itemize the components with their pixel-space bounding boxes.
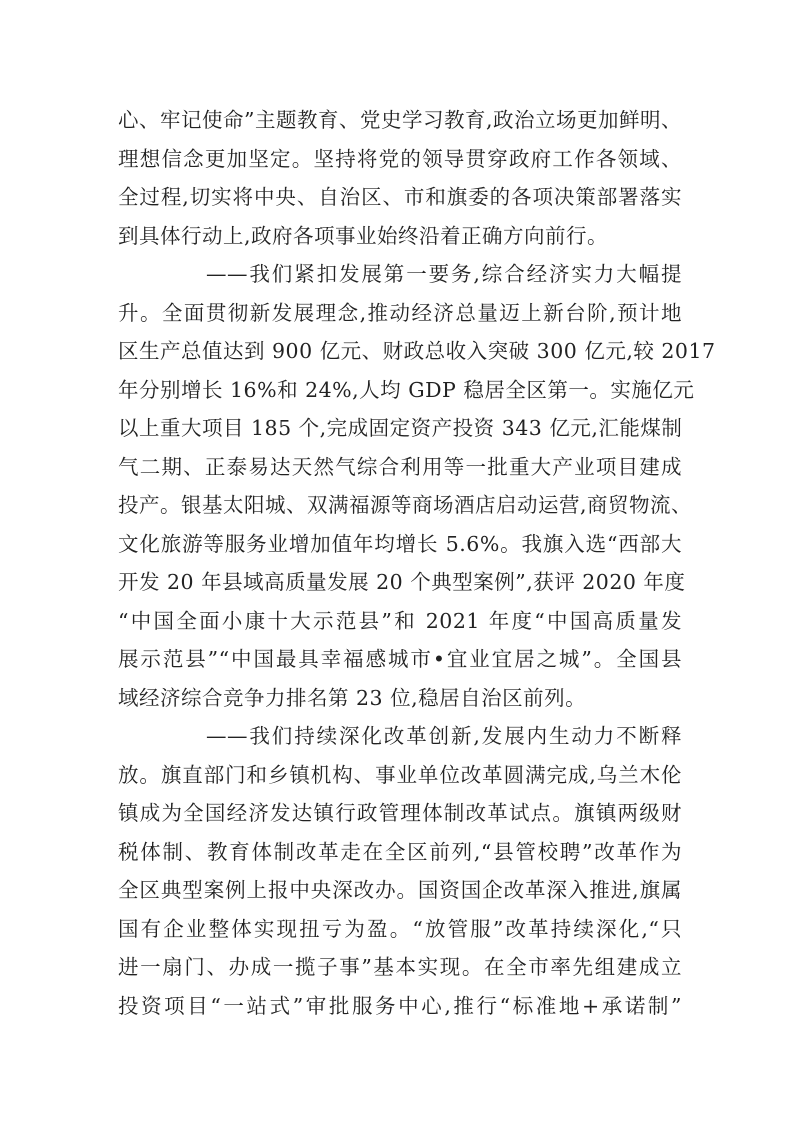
text-line: 年分别增长 16%和 24%,人均 GDP 稳居全区第一。实施亿元 [118,377,695,402]
document-body [118,101,716,1025]
text-line: “中国全面小康十大示范县”和 2021 年度“中国高质量发 [118,608,682,633]
text-line: 升。全面贯彻新发展理念,推动经济总量迈上新台阶,预计地 [118,300,682,325]
text-line: 进一扇门、办成一揽子事”基本实现。在全市率先组建成立 [118,955,682,979]
text-line: 税体制、教育体制改革走在全区前列,“县管校聘”改革作为 [118,839,682,864]
text-line: 投产。银基太阳城、双满福源等商场酒店启动运营,商贸物流、 [118,493,693,517]
text-line: 全过程,切实将中央、自治区、市和旗委的各项决策部署落实 [118,185,682,209]
paragraph-p2-economy [118,255,716,717]
text-line: 理想信念更加坚定。坚持将党的领导贯穿政府工作各领域、 [118,146,682,171]
text-line: ——我们紧扣发展第一要务,综合经济实力大幅提 [206,262,682,286]
text-line: 域经济综合竞争力排名第 23 位,稳居自治区前列。 [118,685,587,710]
text-line: 心、牢记使命”主题教育、党史学习教育,政治立场更加鲜明、 [118,108,682,132]
text-line: 文化旅游等服务业增加值年均增长 5.6%。我旗入选“西部大 [118,531,682,556]
text-line: 镇成为全国经济发达镇行政管理体制改革试点。旗镇两级财 [118,801,682,825]
text-line: 展示范县”“中国最具幸福感城市•宜业宜居之城”。全国县 [118,647,682,671]
text-line: 气二期、正泰易达天然气综合利用等一批重大产业项目建成 [118,454,682,479]
paragraph-p1-continuation [118,101,682,255]
text-line: 国有企业整体实现扭亏为盈。“放管服”改革持续深化,“只 [118,916,682,941]
text-line: 投资项目“一站式”审批服务中心,推行“标准地+承诺制” [118,993,682,1018]
text-line: 放。旗直部门和乡镇机构、事业单位改革圆满完成,乌兰木伦 [118,762,682,787]
text-line: 到具体行动上,政府各项事业始终沿着正确方向前行。 [118,223,609,248]
text-line: 区生产总值达到 900 亿元、财政总收入突破 300 亿元,较 2017 [118,339,716,363]
text-line: ——我们持续深化改革创新,发展内生动力不断释 [206,724,682,748]
text-line: 以上重大项目 185 个,完成固定资产投资 343 亿元,汇能煤制 [118,416,683,440]
text-line: 全区典型案例上报中央深改办。国资国企改革深入推进,旗属 [118,878,682,902]
text-line: 开发 20 年县域高质量发展 20 个典型案例”,获评 2020 年度 [118,570,686,594]
paragraph-p3-reform [118,717,682,1025]
